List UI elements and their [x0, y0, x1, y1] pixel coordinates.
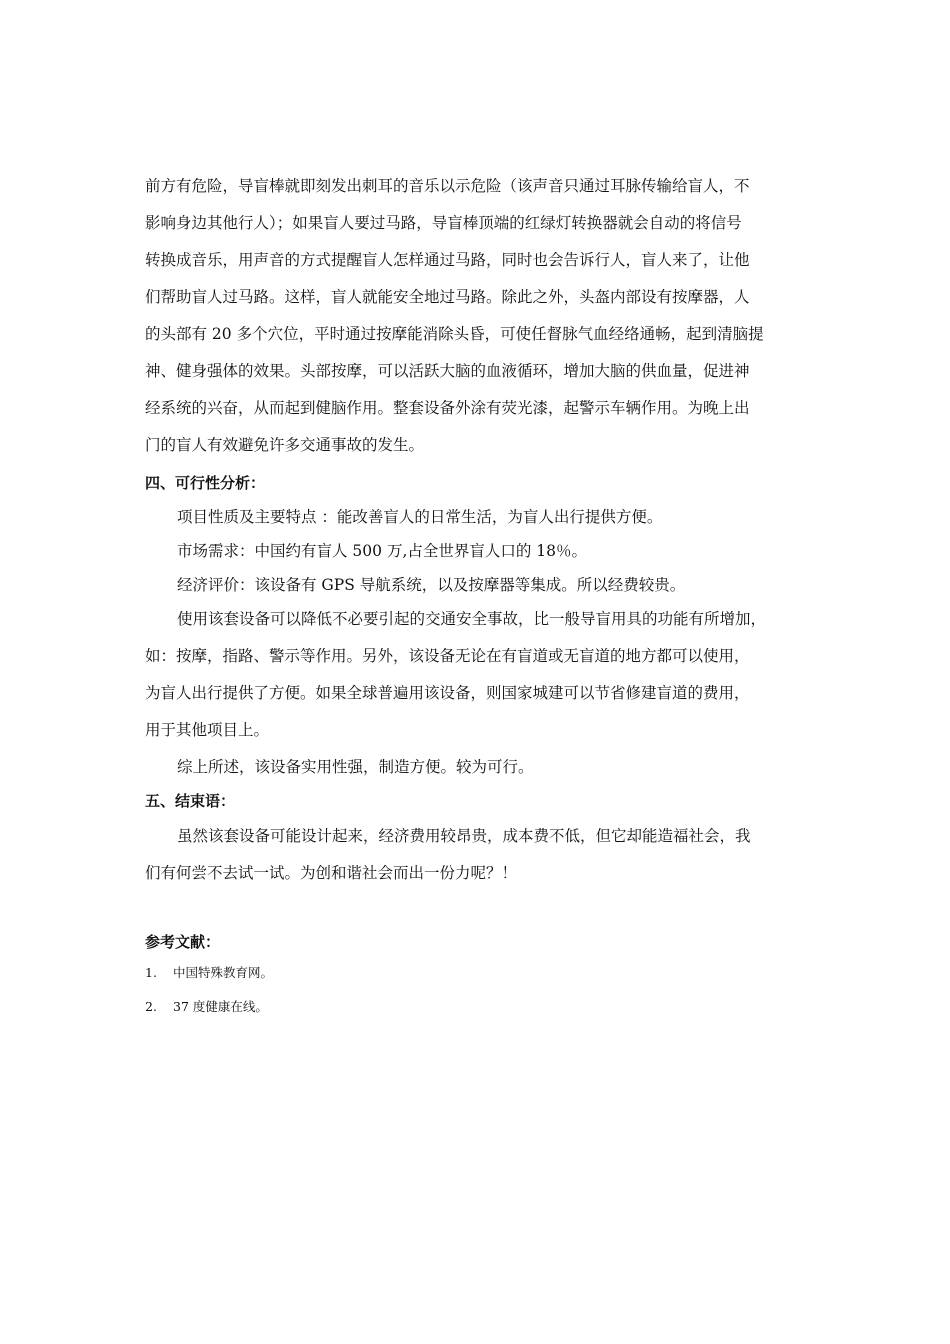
paragraph-line: 虽然该套设备可能设计起来，经济费用较昂贵，成本费不低，但它却能造福社会，我 [177, 827, 751, 845]
section-heading-conclusion: 五、结束语： [145, 792, 236, 810]
reference-number: 2. [145, 999, 157, 1014]
feasibility-summary: 综上所述，该设备实用性强，制造方便。较为可行。 [177, 758, 534, 776]
paragraph-line: 前方有危险，导盲棒就即刻发出刺耳的音乐以示危险（该声音只通过耳脉传输给盲人，不 [145, 177, 750, 195]
paragraph-line: 为盲人出行提供了方便。如果全球普遍用该设备，则国家城建可以节省修建盲道的费用， [145, 684, 750, 702]
feasibility-item-economy: 经济评价：该设备有 GPS 导航系统，以及按摩器等集成。所以经费较贵。 [177, 576, 686, 594]
paragraph-line: 如：按摩，指路、警示等作用。另外，该设备无论在有盲道或无盲道的地方都可以使用， [145, 647, 750, 665]
feasibility-item-market: 市场需求：中国约有盲人 500 万,占全世界盲人口的 18％。 [177, 542, 588, 560]
paragraph-line: 们有何尝不去试一试。为创和谐社会而出一份力呢？！ [145, 864, 518, 882]
reference-item [145, 998, 268, 1016]
paragraph-line: 用于其他项目上。 [145, 721, 270, 739]
paragraph-line: 影响身边其他行人）；如果盲人要过马路，导盲棒顶端的红绿灯转换器就会自动的将信号 [145, 214, 742, 232]
paragraph-line: 经系统的兴奋，从而起到健脑作用。整套设备外涂有荧光漆，起警示车辆作用。为晚上出 [145, 399, 750, 417]
reference-item [145, 964, 273, 982]
reference-text: 中国特殊教育网。 [173, 965, 274, 980]
reference-text: 37 度健康在线。 [173, 999, 268, 1014]
feasibility-item-nature: 项目性质及主要特点 ：能改善盲人的日常生活，为盲人出行提供方便。 [177, 508, 663, 526]
paragraph-line: 的头部有 20 多个穴位，平时通过按摩能消除头昏，可使任督脉气血经络通畅，起到清脑提 [145, 325, 764, 343]
paragraph-line: 使用该套设备可以降低不必要引起的交通安全事故，比一般导盲用具的功能有所增加， [177, 610, 767, 628]
reference-number: 1. [145, 965, 157, 980]
section-heading-feasibility: 四、可行性分析： [145, 474, 266, 492]
paragraph-line: 门的盲人有效避免许多交通事故的发生。 [145, 436, 425, 454]
paragraph-line: 转换成音乐，用声音的方式提醒盲人怎样通过马路，同时也会告诉行人，盲人来了，让他 [145, 251, 750, 269]
paragraph-line: 神、健身强体的效果。头部按摩，可以活跃大脑的血液循环，增加大脑的供血量，促进神 [145, 362, 750, 380]
paragraph-line: 们帮助盲人过马路。这样，盲人就能安全地过马路。除此之外，头盔内部设有按摩器，人 [145, 288, 750, 306]
references-heading: 参考文献： [145, 933, 221, 951]
